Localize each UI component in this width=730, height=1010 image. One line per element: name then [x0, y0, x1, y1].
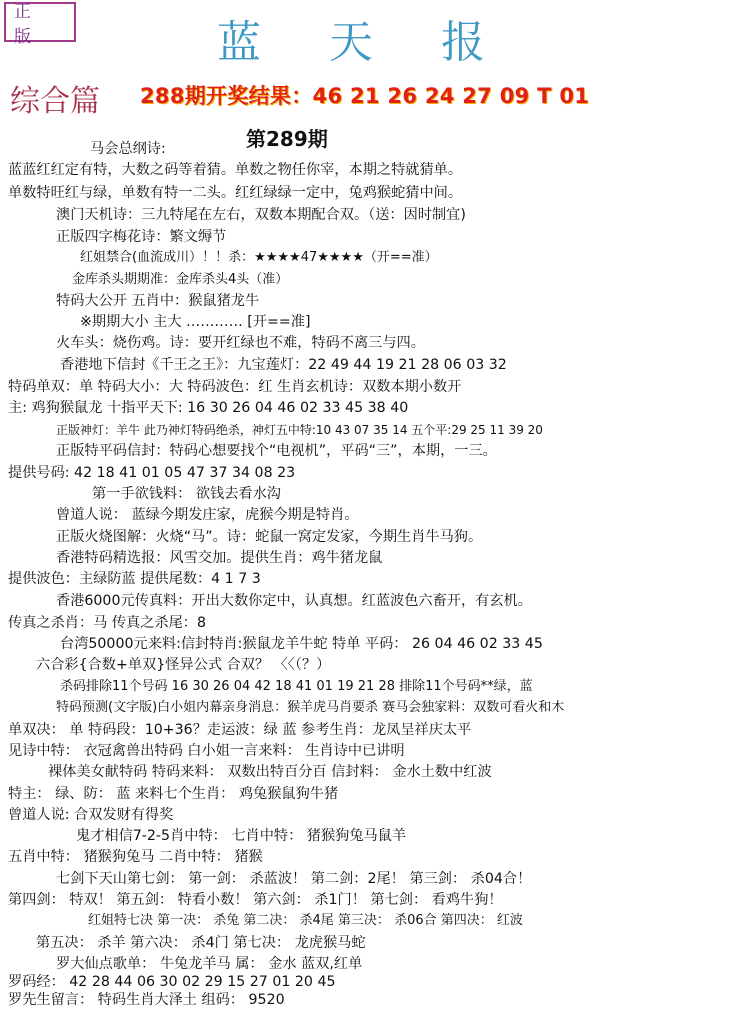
content-line: 台湾50000元来料:信封特肖:猴鼠龙羊牛蛇 特单 平码： 26 04 46 02 33 45 [60, 636, 543, 652]
content-line: 正版神灯：羊牛 此乃神灯特码绝杀，神灯五中特:10 43 07 35 14 五个平:29 25 11 39 20 [56, 423, 543, 437]
content-line: 六合彩{合数+单双}怪异公式 合双？ 〈〈（？） [36, 657, 331, 673]
content-line: 澳门天机诗：三九特尾在左右，双数本期配合双。（送：因时制宜) [56, 207, 466, 223]
content-line: 传真之杀肖：马 传真之杀尾：8 [8, 615, 206, 631]
content-line: 第一手欲钱料： 欲钱去看水沟 [92, 486, 281, 502]
content-line: 罗码经： 42 28 44 06 30 02 29 15 27 01 20 45 [8, 974, 336, 990]
content-line: 曾道人说: 合双发财有得奖 [8, 807, 174, 823]
content-line: 特码大公开 五肖中：猴鼠猪龙牛 [56, 293, 260, 309]
content-line: 蓝蓝红红定有特，大数之码等着猜。单数之物任你宰，本期之特就猜单。 [8, 162, 463, 178]
draw-result-banner: 288期开奖结果：46 21 26 24 27 09 T 01 [140, 84, 590, 108]
content-line: 特主： 绿、防： 蓝 来料七个生肖： 鸡兔猴鼠狗牛猪 [8, 786, 339, 802]
content-line: 罗大仙点歌单： 牛兔龙羊马 属： 金水 蓝双,红单 [56, 956, 363, 972]
content-line: 单双决： 单 特码段：10+36？走运波：绿 蓝 参考生肖：龙凤呈祥庆太平 [8, 722, 472, 738]
content-line: 罗先生留言： 特码生肖大泽土 组码： 9520 [8, 992, 285, 1008]
content-line: 提供波色：主绿防蓝 提供尾数：4 1 7 3 [8, 571, 261, 587]
content-line: 七剑下天山第七剑： 第一剑： 杀蓝波！ 第二剑：2尾！ 第三剑： 杀04合！ [56, 871, 532, 887]
content-line: 正版火烧图解：火烧“马”。诗：蛇鼠一窝定发家，今期生肖牛马狗。 [56, 529, 483, 545]
issue-number: 第289期 [246, 127, 328, 151]
content-line: 第四剑： 特双！ 第五剑： 特看小数！ 第六剑： 杀1门！ 第七剑： 看鸡牛狗！ [8, 892, 503, 908]
content-line: 杀码排除11个号码 16 30 26 04 42 18 41 01 19 21 28 排除11个号码**绿，蓝 [60, 679, 533, 694]
content-line: 香港地下信封《千王之王》：九宝莲灯：22 49 44 19 21 28 06 03 32 [60, 357, 507, 373]
content-line: 五肖中特： 猪猴狗兔马 二肖中特： 猪猴 [8, 849, 263, 865]
content-line: 特码单双：单 特码大小：大 特码波色：红 生肖玄机诗：双数本期小数开 [8, 379, 462, 395]
content-line: 红姐禁合(血流成川）！！杀：★★★★47★★★★（开==准） [80, 250, 438, 265]
newspaper-title: 蓝天报 [217, 17, 553, 68]
content-line: 香港特码精选报：风雪交加。提供生肖：鸡牛猪龙鼠 [56, 550, 383, 566]
content-line: 火车头：烧伤鸡。诗：要开红绿也不难，特码不离三与四。 [56, 335, 425, 351]
authentic-stamp: 正 版 [4, 2, 76, 42]
content-line: 金库杀头期期准：金库杀头4头（准） [72, 272, 289, 287]
content-line: 裸体美女献特码 特码来料： 双数出特百分百 信封料： 金水土数中红波 [48, 764, 492, 780]
content-line: 提供号码: 42 18 41 01 05 47 37 34 08 23 [8, 465, 296, 481]
content-line: 第五决： 杀羊 第六决： 杀4门 第七决： 龙虎猴马蛇 [36, 935, 366, 951]
content-line: 鬼才相信7-2-5肖中特： 七肖中特： 猪猴狗兔马鼠羊 [76, 828, 407, 844]
content-line: 曾道人说： 蓝绿今期发庄家，虎猴今期是特肖。 [56, 507, 359, 523]
content-line: 特码预测(文字版)白小姐内幕亲身消息：猴羊虎马肖要杀 赛马会独家料：双数可看火和木 [56, 700, 565, 715]
content-line: 单数特旺红与绿，单数有特一二头。红红绿绿一定中，兔鸡猴蛇猜中间。 [8, 185, 463, 201]
content-line: 马会总纲诗: [90, 141, 166, 157]
content-line: ※期期大小 主大 ………… [开==准] [80, 314, 311, 330]
content-line: 红姐特七决 第一决： 杀兔 第二决： 杀4尾 第三决： 杀06合 第四决： 红波 [88, 913, 523, 928]
content-line: 主: 鸡狗猴鼠龙 十指平天下: 16 30 26 04 46 02 33 45 38 40 [8, 400, 409, 416]
content-line: 正版四字梅花诗：繁文缛节 [56, 229, 227, 245]
content-line: 正版特平码信封：特码心想要找个“电视机”，平码“三”，本期，一三。 [56, 443, 497, 459]
content-line: 见诗中特： 衣冠禽兽出特码 白小姐一言来料： 生肖诗中已讲明 [8, 743, 405, 759]
section-heading: 综合篇 [10, 84, 100, 119]
content-line: 香港6000元传真料：开出大数你定中，认真想。红蓝波色六畜开，有玄机。 [56, 593, 532, 609]
